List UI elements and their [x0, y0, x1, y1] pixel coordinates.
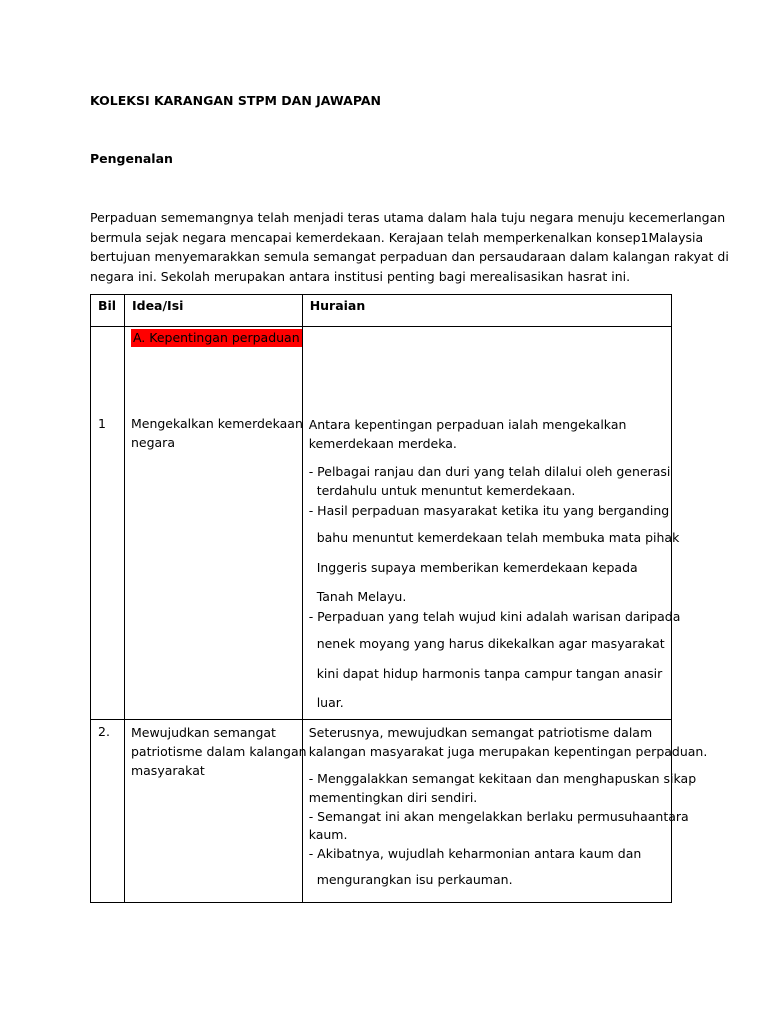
idea-text — [131, 415, 303, 453]
idea-line: patriotisme dalam kalangan — [130, 743, 307, 759]
huraian-line: Tanah Melayu. — [316, 589, 407, 604]
essay-table — [90, 294, 708, 903]
huraian-point — [309, 501, 680, 611]
huraian-cell — [302, 327, 681, 720]
huraian-line: - Hasil perpaduan masyarakat ketika itu yang berganding — [308, 503, 670, 518]
huraian-line: bahu menuntut kemerdekaan telah membuka mata pihak — [316, 530, 680, 545]
huraian-intro — [309, 724, 708, 762]
huraian-intro — [309, 416, 627, 454]
idea-cell — [124, 720, 307, 903]
header-huraian — [302, 295, 671, 327]
bil-cell — [91, 327, 125, 720]
huraian-line: mengurangkan isu perkauman. — [316, 872, 513, 887]
intro-line: bermula sejak negara mencapai kemerdekaan. Kerajaan telah memperkenalkan konsep1Malaysia — [90, 229, 704, 245]
row-number: 2. — [98, 724, 110, 739]
huraian-point — [309, 770, 696, 864]
idea-text — [131, 724, 307, 780]
huraian-line: Seterusnya, mewujudkan semangat patriotisme dalam — [308, 725, 653, 740]
idea-cell — [124, 327, 302, 720]
table-row — [91, 327, 672, 720]
row-number: 1 — [98, 416, 106, 431]
huraian-line: kalangan masyarakat juga merupakan kepentingan perpaduan. — [308, 743, 708, 759]
header-idea-label: Idea/Isi — [131, 298, 184, 313]
huraian-line: nenek moyang yang harus dikekalkan agar masyarakat — [316, 636, 665, 651]
intro-line: Perpaduan sememangnya telah menjadi teras utama dalam hala tuju negara menuju kecemerlangan — [90, 210, 726, 225]
huraian-line: kaum. — [308, 827, 348, 843]
header-bil-label: Bil — [98, 298, 117, 313]
huraian-line: mementingkan diri sendiri. — [308, 789, 478, 805]
header-idea — [124, 295, 302, 327]
huraian-line: - Semangat ini akan mengelakkan berlaku permusuhaantara — [308, 808, 689, 824]
idea-line: negara — [130, 434, 175, 450]
highlighted-section-label: A. Kepentingan perpaduan — [132, 330, 300, 345]
huraian-line: Inggeris supaya memberikan kemerdekaan kepada — [316, 560, 638, 575]
huraian-line: kemerdekaan merdeka. — [308, 435, 457, 451]
table-row — [91, 720, 672, 903]
bil-cell — [91, 720, 125, 903]
huraian-line: kini dapat hidup harmonis tanpa campur tangan anasir — [316, 665, 663, 681]
intro-line: bertujuan menyemarakkan semula semangat perpaduan dan persaudaraan dalam kalangan rakyat di — [90, 249, 729, 265]
idea-line: Mewujudkan semangat — [130, 725, 276, 740]
section-heading: Pengenalan — [90, 151, 173, 166]
huraian-line: - Menggalakkan semangat kekitaan dan menghapuskan sikap — [308, 771, 697, 786]
intro-paragraph — [90, 208, 729, 286]
header-bil — [91, 295, 125, 327]
idea-line: masyarakat — [130, 762, 205, 778]
huraian-line: - Akibatnya, wujudlah keharmonian antara kaum dan — [308, 846, 642, 862]
huraian-point — [309, 463, 671, 501]
table-header-row — [91, 295, 672, 327]
huraian-cell — [302, 720, 708, 903]
idea-line: Mengekalkan kemerdekaan — [130, 416, 303, 431]
document-title: KOLEKSI KARANGAN STPM DAN JAWAPAN — [90, 93, 381, 108]
header-huraian-label: Huraian — [309, 298, 366, 313]
huraian-line: - Pelbagai ranjau dan duri yang telah dilalui oleh generasi — [308, 464, 671, 479]
huraian-line: terdahulu untuk menuntut kemerdekaan. — [316, 482, 576, 498]
huraian-point — [309, 607, 681, 718]
huraian-line: - Perpaduan yang telah wujud kini adalah warisan daripada — [308, 609, 681, 624]
huraian-point — [309, 871, 513, 890]
huraian-line: luar. — [316, 695, 344, 710]
huraian-line: Antara kepentingan perpaduan ialah mengekalkan — [308, 417, 627, 432]
intro-line: negara ini. Sekolah merupakan antara institusi penting bagi merealisasikan hasrat ini. — [90, 268, 631, 284]
